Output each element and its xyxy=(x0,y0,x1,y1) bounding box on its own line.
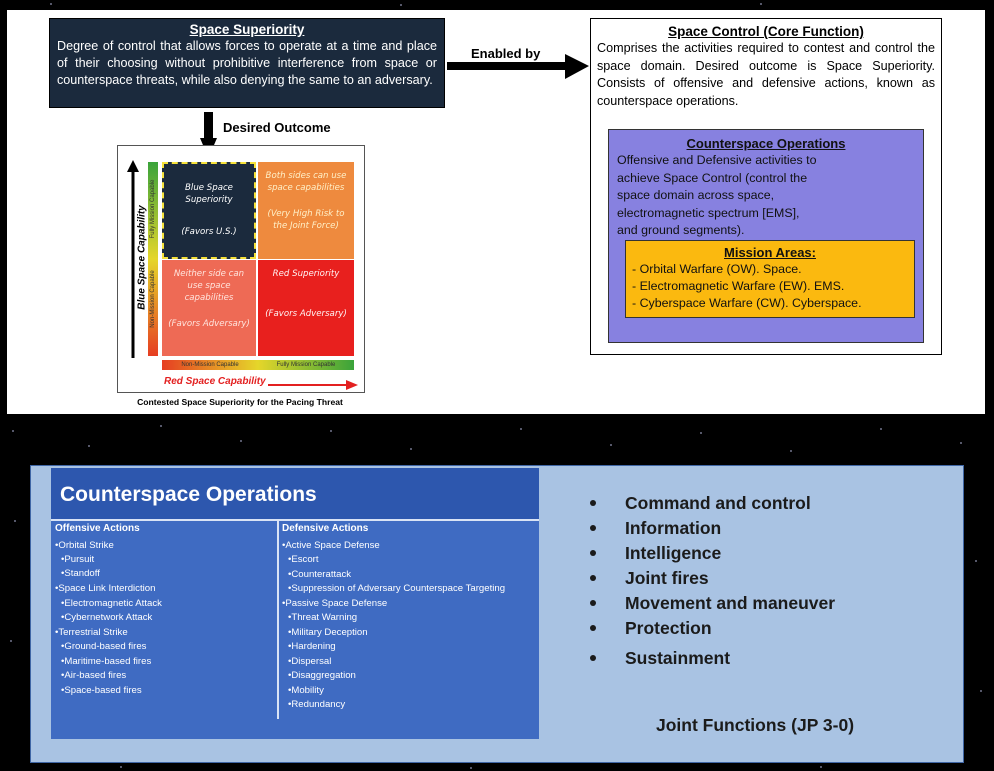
offensive-item: •Standoff xyxy=(61,568,100,579)
offensive-item: •Pursuit xyxy=(61,554,95,565)
divider xyxy=(51,519,539,521)
joint-function-label: Intelligence xyxy=(625,543,722,563)
matrix-caption: Contested Space Superiority for the Pacing Threat xyxy=(137,397,343,407)
defensive-item: •Dispersal xyxy=(288,656,332,667)
offensive-item: •Space-based fires xyxy=(61,685,142,696)
offensive-actions-header: Offensive Actions xyxy=(55,523,140,534)
joint-function-label: Command and control xyxy=(625,493,811,513)
counterspace-operations-panel xyxy=(51,468,539,739)
defensive-item: •Passive Space Defense xyxy=(282,598,388,609)
defensive-item: •Mobility xyxy=(288,685,324,696)
space-superiority-title: Space Superiority xyxy=(189,22,305,37)
bullet-icon xyxy=(590,655,596,661)
defensive-item: •Escort xyxy=(288,554,319,565)
cell-favor: (Very High Risk to the Joint Force) xyxy=(267,209,345,231)
counterspace-operations-text: Offensive and Defensive activities to achieve Space Control (control the space domain across space, electromagnetic spectrum [EMS], and ground segments). xyxy=(617,153,817,237)
red-axis-label: Red Space Capability xyxy=(164,376,266,387)
bullet-icon xyxy=(590,500,596,506)
bullet-icon xyxy=(590,575,596,581)
defensive-item: •Hardening xyxy=(288,641,336,652)
both-sides-cell xyxy=(258,162,354,259)
horizontal-left-label: Non-Mission Capable xyxy=(181,362,239,368)
offensive-item: •Orbital Strike xyxy=(55,540,114,551)
defensive-actions-header: Defensive Actions xyxy=(282,523,369,534)
offensive-item: •Space Link Interdiction xyxy=(55,583,156,594)
space-control-box xyxy=(590,18,942,355)
space-superiority-text: Degree of control that allows forces to operate at a time and place of their choosing without prohibitive interference from space or counterspace threats, while also denying the same to an adversary. xyxy=(57,39,437,87)
joint-functions-caption: Joint Functions (JP 3-0) xyxy=(656,715,855,735)
counterspace-operations-title: Counterspace Operations xyxy=(686,136,846,151)
neither-side-cell xyxy=(162,260,256,356)
vertical-bottom-label: Non-Mission Capable xyxy=(150,270,156,328)
offensive-item: •Electromagnetic Attack xyxy=(61,598,162,609)
mission-area-item: - Cyberspace Warfare (CW). Cyberspace. xyxy=(632,296,862,310)
space-superiority-matrix xyxy=(117,145,365,393)
counterspace-operations-box xyxy=(608,129,924,343)
counterspace-operations-heading: Counterspace Operations xyxy=(60,483,317,506)
cell-lead: Blue Space Superiority xyxy=(185,183,233,205)
joint-function-label: Sustainment xyxy=(625,648,731,668)
desired-outcome-label: Desired Outcome xyxy=(223,120,331,135)
defensive-item: •Suppression of Adversary Counterspace Targeting xyxy=(288,583,506,594)
bullet-icon xyxy=(590,550,596,556)
cell-favor: (Favors Adversary) xyxy=(265,309,347,319)
vertical-top-label: Fully Mission Capable xyxy=(150,179,156,239)
cell-favor: (Favors Adversary) xyxy=(168,319,250,329)
offensive-item: •Air-based fires xyxy=(61,670,127,681)
cell-lead: Red Superiority xyxy=(272,269,340,279)
red-superiority-cell xyxy=(258,260,354,356)
cell-lead: Both sides can use space capabilities xyxy=(265,171,347,193)
mission-areas-title: Mission Areas: xyxy=(724,245,816,260)
horizontal-right-label: Fully Mission Capable xyxy=(276,362,336,368)
bullet-icon xyxy=(590,600,596,606)
right-arrow-icon xyxy=(268,380,358,390)
cell-lead: Neither side can use space capabilities xyxy=(173,269,245,303)
bullet-icon xyxy=(590,525,596,531)
bullet-icon xyxy=(590,625,596,631)
blue-axis-label: Blue Space Capability xyxy=(136,205,148,310)
space-control-text: Comprises the activities required to contest and control the space domain. Desired outcome is Space Superiority. Consists of offensive and defensive actions, known as counterspace operations. xyxy=(597,41,935,108)
enabled-by-label: Enabled by xyxy=(471,46,541,61)
defensive-item: •Counterattack xyxy=(288,569,352,580)
joint-function-label: Joint fires xyxy=(625,568,709,588)
defensive-item: •Disaggregation xyxy=(288,670,356,681)
joint-function-label: Information xyxy=(625,518,722,538)
bottom-panel xyxy=(30,465,964,763)
offensive-item: •Ground-based fires xyxy=(61,641,147,652)
defensive-item: •Threat Warning xyxy=(288,612,358,623)
defensive-item: •Redundancy xyxy=(288,699,346,710)
mission-area-item: - Orbital Warfare (OW). Space. xyxy=(632,262,802,276)
cell-favor: (Favors U.S.) xyxy=(181,227,237,237)
right-arrow-icon xyxy=(447,54,589,82)
divider xyxy=(277,521,279,719)
mission-areas-box xyxy=(625,240,915,318)
blue-superiority-cell xyxy=(162,162,256,259)
defensive-item: •Military Deception xyxy=(288,627,368,638)
space-control-title: Space Control (Core Function) xyxy=(668,24,864,39)
offensive-item: •Maritime-based fires xyxy=(61,656,152,667)
joint-function-label: Protection xyxy=(625,618,712,638)
space-superiority-box xyxy=(49,18,445,108)
offensive-item: •Cybernetwork Attack xyxy=(61,612,153,623)
offensive-item: •Terrestrial Strike xyxy=(55,627,128,638)
defensive-item: •Active Space Defense xyxy=(282,540,380,551)
mission-area-item: - Electromagnetic Warfare (EW). EMS. xyxy=(632,279,845,293)
joint-function-label: Movement and maneuver xyxy=(625,593,836,613)
